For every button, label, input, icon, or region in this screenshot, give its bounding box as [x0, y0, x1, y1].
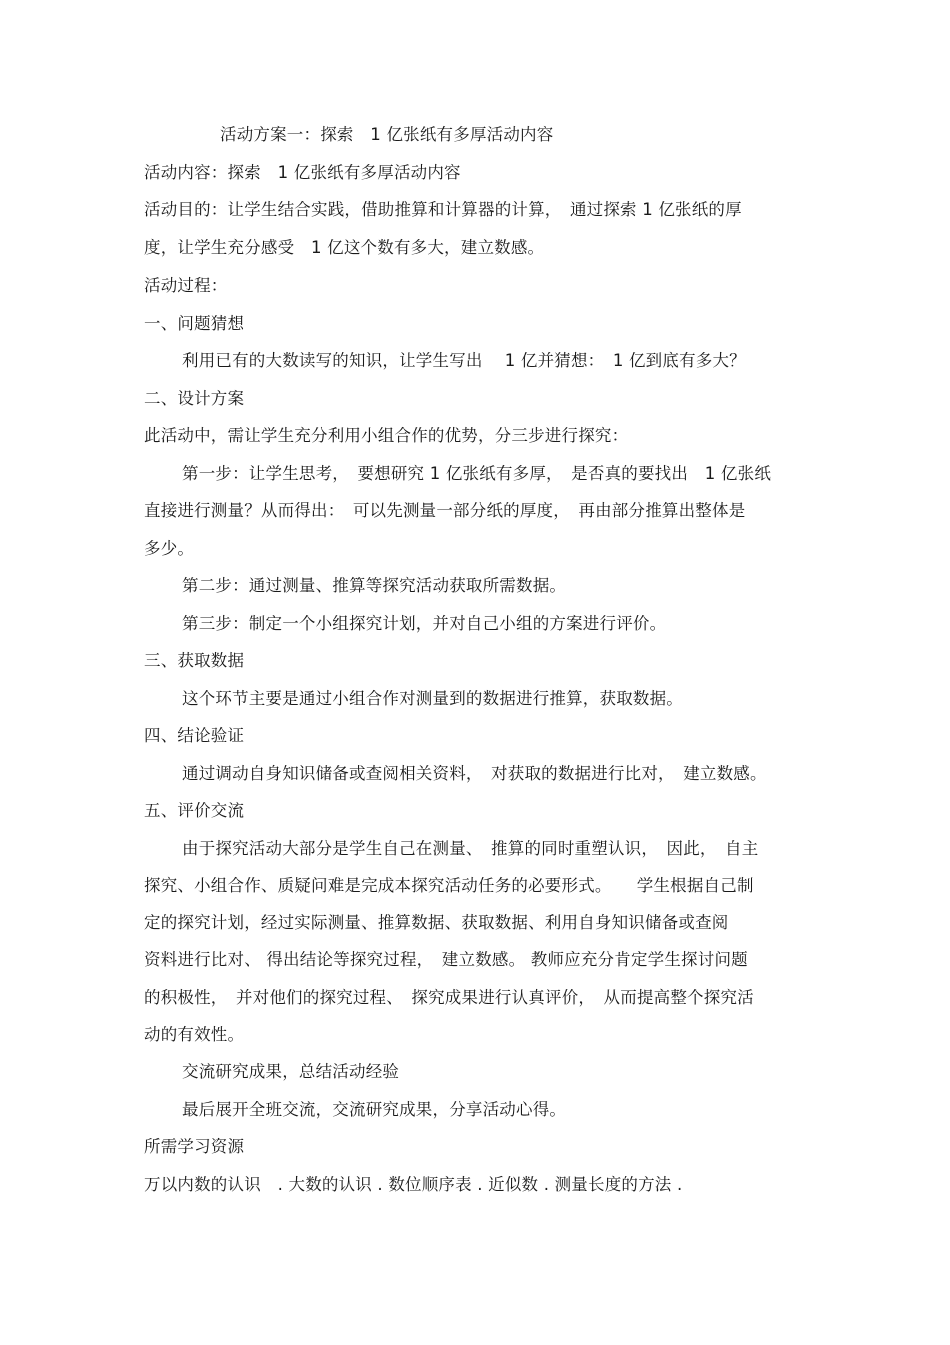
section-2-heading: 二、设计方案: [144, 389, 245, 408]
activity-content: 活动内容：探索 1 亿张纸有多厚活动内容: [144, 163, 461, 182]
section-3-heading: 三、获取数据: [144, 651, 245, 670]
step-1-line-2: 直接进行测量？从而得出： 可以先测量一部分纸的厚度， 再由部分推算出整体是: [144, 501, 746, 520]
step-2: 第二步：通过测量、推算等探究活动获取所需数据。: [182, 576, 567, 595]
purpose-line-1: 活动目的：让学生结合实践，借助推算和计算器的计算， 通过探索 1 亿张纸的厚: [144, 200, 742, 219]
purpose-line-2: 度，让学生充分感受 1 亿这个数有多大，建立数感。: [144, 238, 545, 257]
section-1-text: 利用已有的大数读写的知识，让学生写出 1 亿并猜想： 1 亿到底有多大？: [182, 351, 746, 370]
section-5-line-4: 资料进行比对、 得出结论等探究过程， 建立数感。 教师应充分肯定学生探讨问题: [144, 950, 748, 969]
exchange-heading: 交流研究成果，总结活动经验: [182, 1062, 400, 1081]
section-5-line-2: 探究、小组合作、质疑问难是完成本探究活动任务的必要形式。 学生根据自己制: [144, 876, 754, 895]
section-4-heading: 四、结论验证: [144, 726, 245, 745]
step-1-line-3: 多少。: [144, 539, 195, 558]
document-title: 活动方案一：探索 1 亿张纸有多厚活动内容: [220, 125, 554, 144]
section-4-text: 通过调动自身知识储备或查阅相关资料， 对获取的数据进行比对， 建立数感。: [182, 764, 767, 783]
section-5-line-1: 由于探究活动大部分是学生自己在测量、 推算的同时重塑认识， 因此， 自主: [182, 839, 759, 858]
exchange-text: 最后展开全班交流，交流研究成果，分享活动心得。: [182, 1100, 567, 1119]
section-5-line-5: 的积极性， 并对他们的探究过程、 探究成果进行认真评价， 从而提高整个探究活: [144, 988, 754, 1007]
process-label: 活动过程：: [144, 276, 228, 295]
section-2-intro: 此活动中，需让学生充分利用小组合作的优势，分三步进行探究：: [144, 426, 629, 445]
section-5-line-6: 动的有效性。: [144, 1025, 245, 1044]
resources-heading: 所需学习资源: [144, 1137, 245, 1156]
step-3: 第三步：制定一个小组探究计划，并对自己小组的方案进行评价。: [182, 614, 667, 633]
section-1-heading: 一、问题猜想: [144, 314, 245, 333]
step-1-line-1: 第一步：让学生思考， 要想研究 1 亿张纸有多厚， 是否真的要找出 1 亿张纸: [182, 464, 772, 483]
section-3-text: 这个环节主要是通过小组合作对测量到的数据进行推算，获取数据。: [182, 689, 683, 708]
resources-text: 万以内数的认识 . 大数的认识 . 数位顺序表 . 近似数 . 测量长度的方法 .: [144, 1175, 683, 1194]
section-5-line-3: 定的探究计划，经过实际测量、推算数据、获取数据、利用自身知识储备或查阅: [144, 913, 729, 932]
section-5-heading: 五、评价交流: [144, 801, 245, 820]
